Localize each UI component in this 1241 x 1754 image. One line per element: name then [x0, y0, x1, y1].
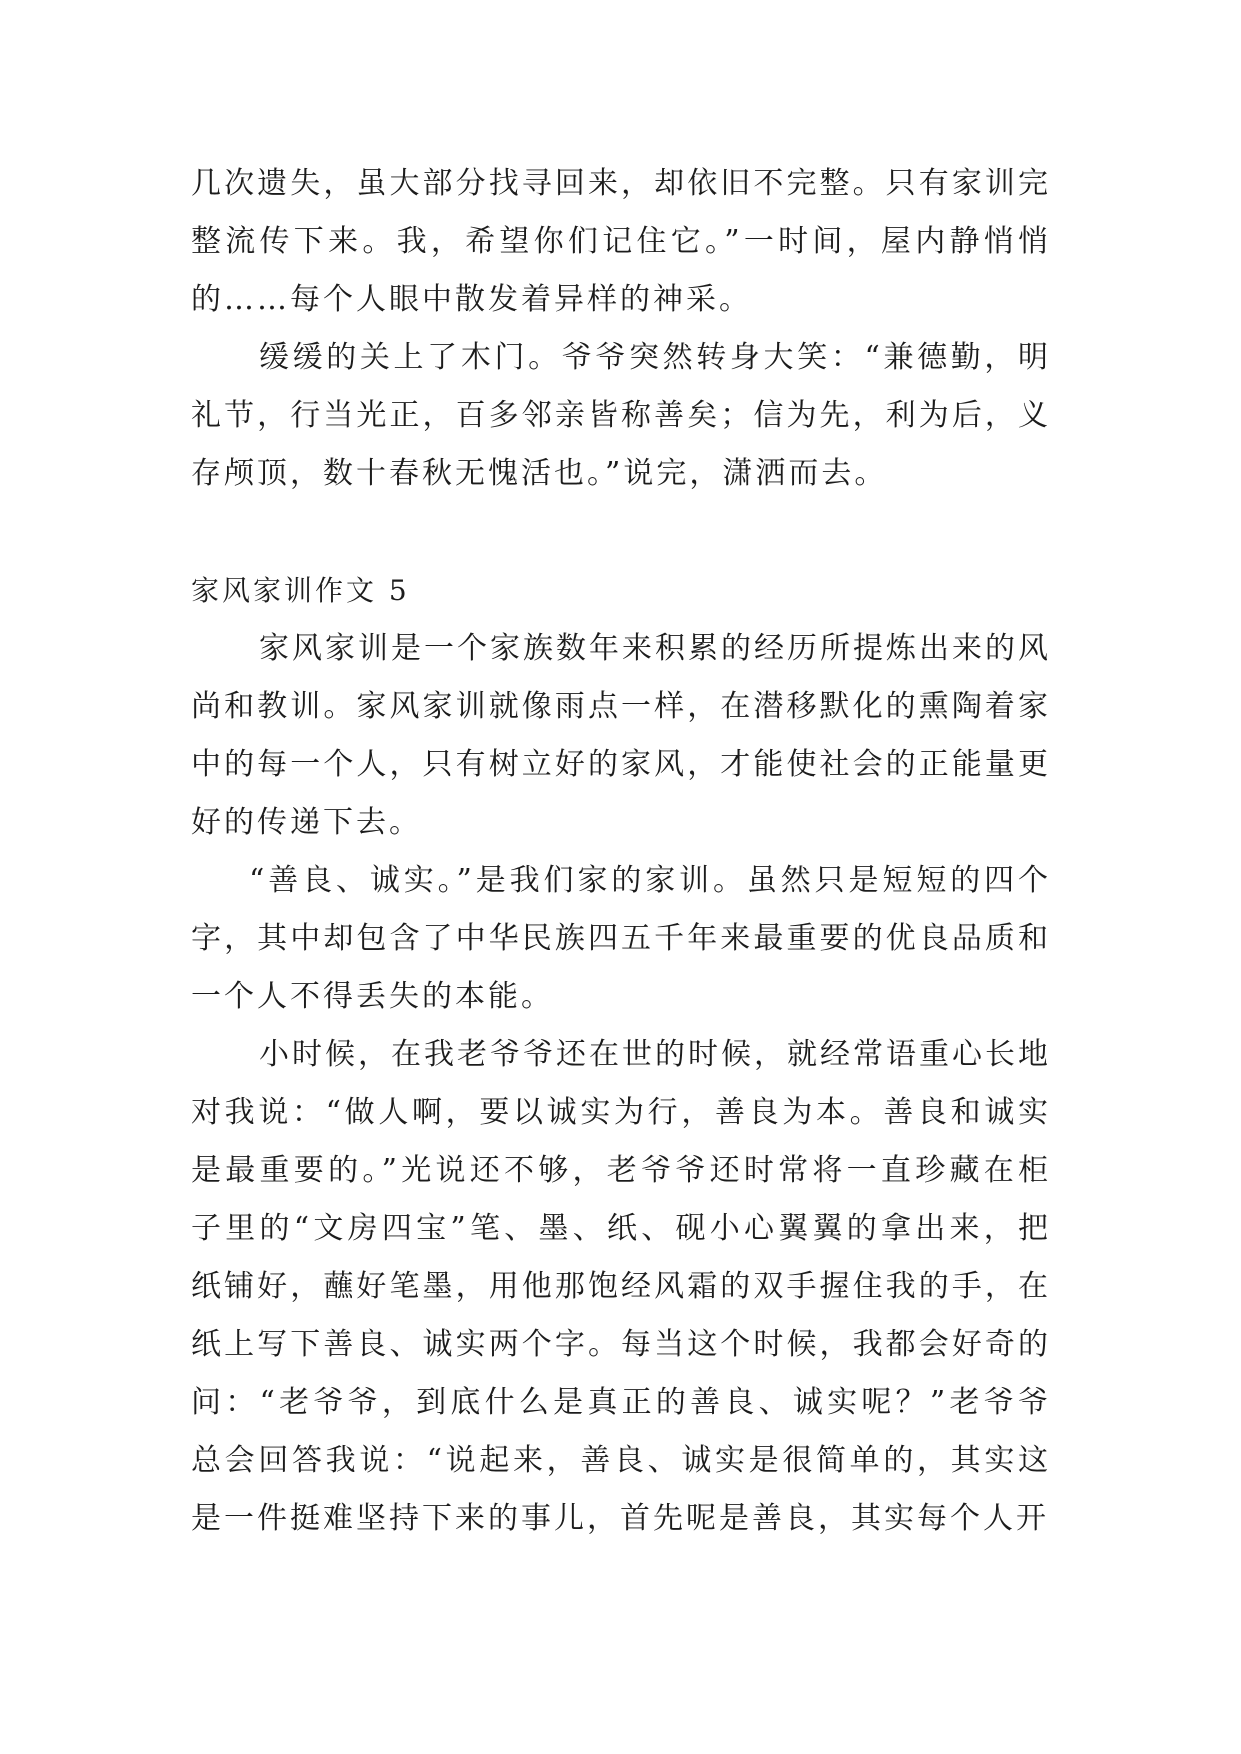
paragraph-ending: 缓缓的关上了木门。爷爷突然转身大笑：“兼德勤，明礼节，行当光正，百多邻亲皆称善矣；信为先，利为后，义存颅顶，数十春秋无愧活也。”说完，潇洒而去。: [191, 340, 1051, 491]
essay-paragraph-2: “善良、诚实。”是我们家的家训。虽然只是短短的四个字，其中却包含了中华民族四五千年来最重要的优良品质和一个人不得丢失的本能。: [191, 863, 1051, 1014]
essay-paragraph-1: 家风家训是一个家族数年来积累的经历所提炼出来的风尚和教训。家风家训就像雨点一样，在潜移默化的熏陶着家中的每一个人，只有树立好的家风，才能使社会的正能量更好的传递下去。: [191, 631, 1051, 840]
section-title: 家风家训作文 5: [191, 574, 410, 607]
paragraph-continued: 几次遗失，虽大部分找寻回来，却依旧不完整。只有家训完整流传下来。我，希望你们记住它。”一时间，屋内静悄悄的……每个人眼中散发着异样的神采。: [191, 166, 1051, 317]
essay-paragraph-3: 小时候，在我老爷爷还在世的时候，就经常语重心长地对我说：“做人啊，要以诚实为行，善良为本。善良和诚实是最重要的。”光说还不够，老爷爷还时常将一直珍藏在柜子里的“文房四宝”笔、墨、纸、砚小心翼翼的拿出来，把纸铺好，蘸好笔墨，用他那饱经风霜的双手握住我的手，在纸上写下善良、诚实两个字。每当这个时候，我都会好奇的问：“老爷爷，到底什么是真正的善良、诚实呢？”老爷爷总会回答我说：“说起来，善良、诚实是很简单的，其实这是一件挺难坚持下来的事儿，首先呢是善良，其实每个人开: [191, 1037, 1051, 1536]
continued-text-block: [191, 155, 1051, 503]
essay-body: [191, 620, 1051, 1548]
